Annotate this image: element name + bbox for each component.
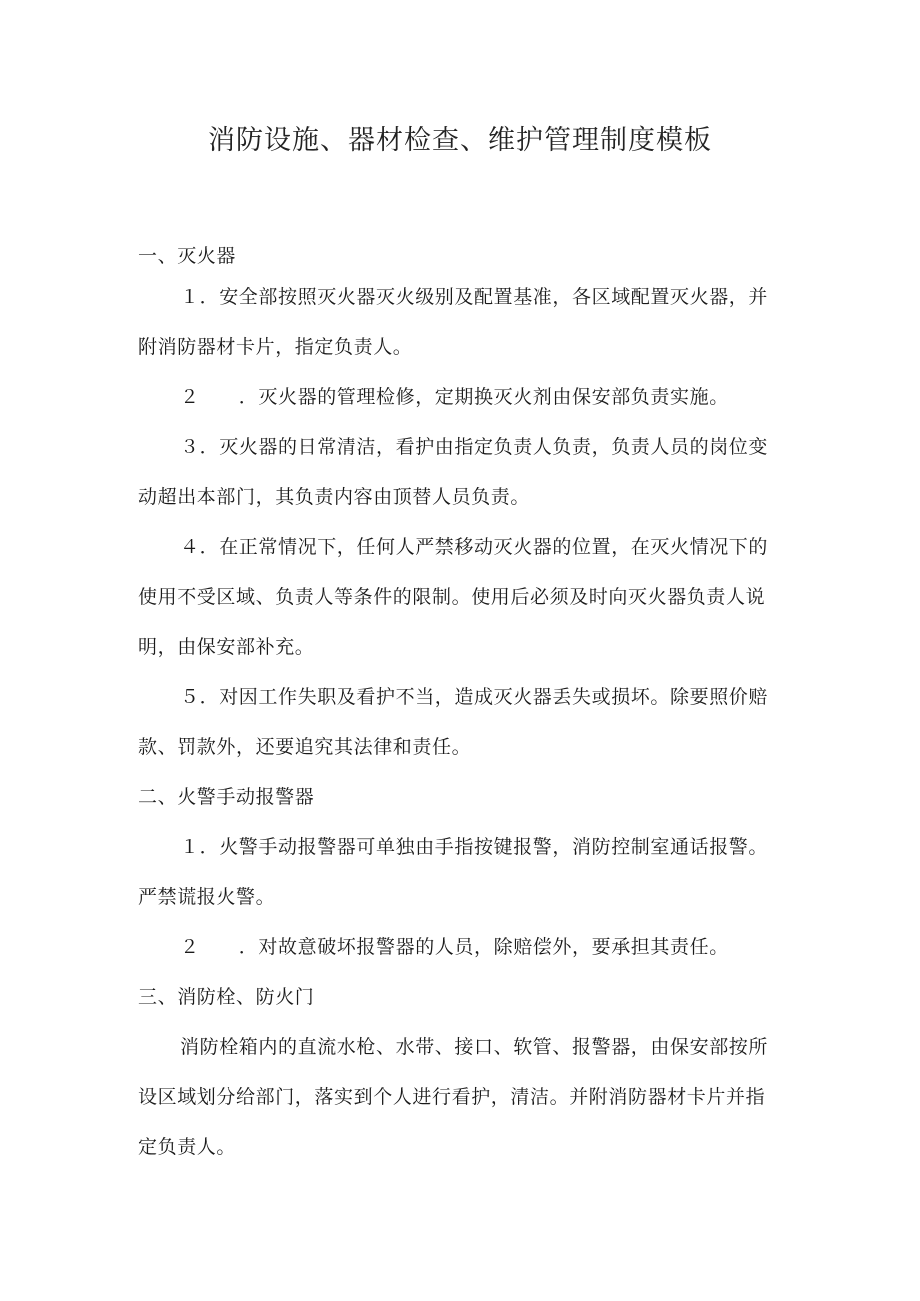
section-heading [138,972,788,1022]
list-item [138,372,788,422]
paragraph-line: 动超出本部门，其负责内容由顶替人员负责。 [138,486,531,508]
paragraph-line: 定负责人。 [138,1136,237,1158]
paragraph-line: １．火警手动报警器可单独由手指按键报警，消防控制室通话报警。 [180,836,769,858]
paragraph-line: １．安全部按照灭火器灭火级别及配置基准，各区域配置灭火器，并 [180,286,769,308]
list-item [138,672,788,772]
list-item [138,522,788,672]
list-item [138,1022,788,1172]
section-heading-text: 一、灭火器 [138,245,237,267]
paragraph-line: ２ ．灭火器的管理检修，定期换灭火剂由保安部负责实施。 [180,386,729,408]
list-item [138,822,788,922]
paragraph-line: 消防栓箱内的直流水枪、水带、接口、软管、报警器，由保安部按所 [180,1036,769,1058]
section-heading-text: 二、火警手动报警器 [138,786,315,808]
list-item [138,422,788,522]
section-heading-text: 三、消防栓、防火门 [138,986,315,1008]
section-heading [138,772,788,822]
paragraph-line: 款、罚款外，还要追究其法律和责任。 [138,736,472,758]
document-body [138,240,788,1172]
paragraph-line: ３．灭火器的日常清洁，看护由指定负责人负责，负责人员的岗位变 [180,436,769,458]
paragraph-line: ２ ．对故意破坏报警器的人员，除赔偿外，要承担其责任。 [180,936,729,958]
paragraph-line: 使用不受区域、负责人等条件的限制。使用后必须及时向灭火器负责人说 [138,586,766,608]
paragraph-line: 设区域划分给部门，落实到个人进行看护，清洁。并附消防器材卡片并指 [138,1086,766,1108]
paragraph-line: 附消防器材卡片，指定负责人。 [138,336,413,358]
paragraph-line: ４．在正常情况下，任何人严禁移动灭火器的位置，在灭火情况下的 [180,536,769,558]
paragraph-line: 明，由保安部补充。 [138,636,315,658]
list-item [138,272,788,372]
paragraph-line: 严禁谎报火警。 [138,886,276,908]
paragraph-line: ５．对因工作失职及看护不当，造成灭火器丢失或损坏。除要照价赔 [180,686,769,708]
section-heading [138,240,788,272]
list-item [138,922,788,972]
document-title: 消防设施、器材检查、维护管理制度模板 [208,125,712,156]
